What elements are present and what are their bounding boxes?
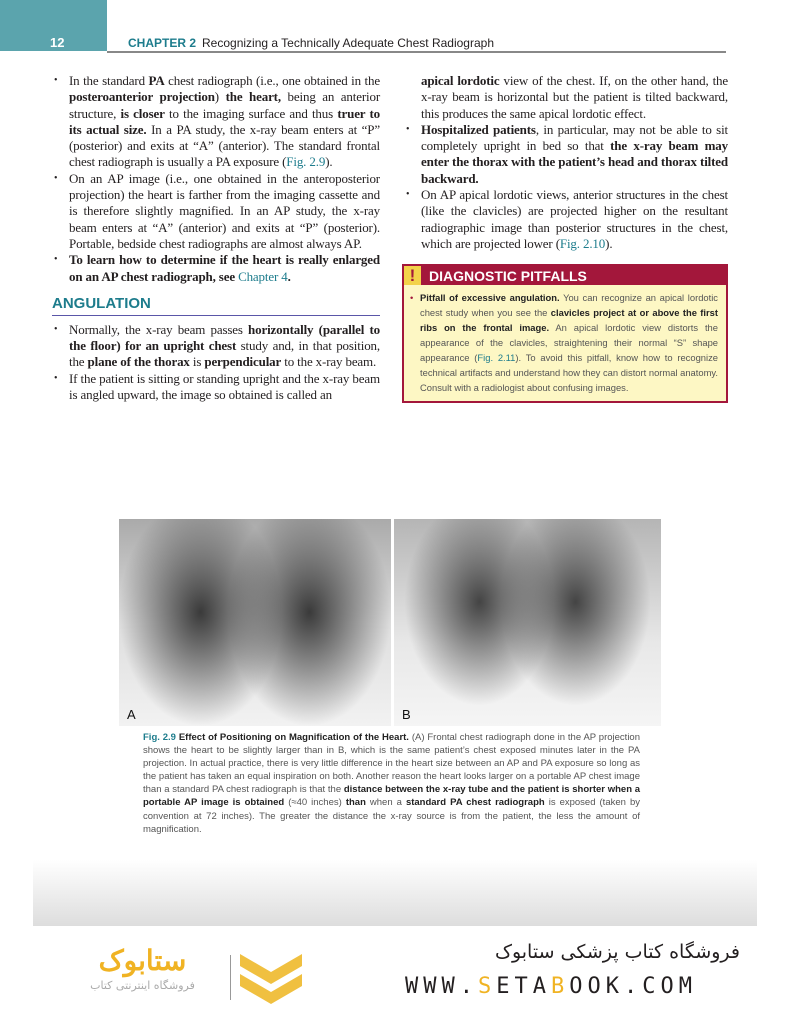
text-segment: Effect of Positioning on Magnification of the Heart. [178, 732, 409, 743]
text-segment: perpendicular [204, 354, 282, 370]
page-number: 12 [50, 35, 65, 50]
url-part: B [550, 974, 570, 999]
bullet-learn [52, 252, 380, 285]
text-segment: study and, in that position, the [69, 338, 380, 370]
text-segment: ). To avoid this pitfall, know how to recognize technical artifacts and understand how they can distort normal anatomy. Consult with a radiologist about confusing images. [420, 352, 718, 394]
text-segment: posteroanterior projection [69, 89, 215, 105]
text-segment: to the imaging surface and thus [164, 105, 338, 121]
warning-icon: ! [404, 266, 421, 285]
logo-divider [230, 955, 231, 1000]
text-segment: On an AP image (i.e., one obtained in the anteroposterior projection) the heart is farther from the imaging cassette and is therefore slightly magnified. In an AP study, the x-ray beam enters at “A” (anterior) and exits at “P” (posterior). Portable, bedside chest radiographs are almost always AP. [69, 170, 380, 251]
text-segment: Pitfall of excessive angulation. [420, 292, 560, 304]
bullet-angled [52, 371, 380, 404]
text-segment: clavicles project at or above the first ribs on the frontal image. [420, 307, 718, 334]
text-segment: An apical lordotic view distorts the appearance of the clavicles, straightening their normal “S” shape appearance ( [420, 322, 718, 364]
cross-reference-link[interactable]: Fig. 2.9 [286, 154, 326, 170]
cross-reference-link[interactable]: Fig. 2.11 [477, 352, 516, 364]
running-header [128, 36, 494, 50]
section-heading-angulation: ANGULATION [52, 295, 380, 316]
left-column [52, 73, 380, 285]
cross-reference-link[interactable]: Chapter 4 [238, 268, 288, 284]
text-segment: Normally, the x-ray beam passes [69, 321, 249, 337]
right-column-wrapper [402, 73, 728, 403]
text-segment: horizontally (parallel to the floor) for an upright chest [69, 321, 380, 354]
pitfalls-header [404, 266, 726, 285]
bullet-hospitalized [404, 122, 728, 187]
store-name: فروشگاه کتاب پزشکی ستابوک [494, 941, 740, 963]
chapter-label: CHAPTER 2 [128, 36, 197, 50]
url-part: OOK.COM [569, 974, 697, 999]
right-column [402, 73, 728, 252]
text-segment: (A) Frontal chest radiograph done in the AP projection shows the heart to be slightly larger than in B, which is the same patient’s chest exposed minutes later in the PA projection. In actual practice, there is very little difference in the heart size between an AP and PA exposure so long as the patient has taken an equal inspiration on both. Another reason the heart looks larger on a portable AP chest image than a standard PA chest radiograph is that the [143, 732, 641, 796]
bullet-ap [52, 171, 380, 252]
text-segment: In the standard [69, 73, 149, 88]
radiograph-b [394, 519, 661, 726]
text-segment: apical lordotic [421, 73, 500, 88]
text-segment: You can recognize an apical lordotic chest study when you see the [420, 292, 718, 319]
url-part: S [477, 974, 497, 999]
bullet-pa [52, 73, 380, 171]
panel-label-b: B [402, 707, 411, 722]
text-segment: PA [148, 73, 165, 88]
text-segment: the heart, [225, 89, 281, 105]
text-segment: is closer [120, 105, 165, 121]
text-segment: truer to its actual size. [69, 105, 380, 137]
text-segment: If the patient is sitting or standing upright and the x-ray beam is angled upward, the image so obtained is called an [69, 370, 380, 403]
text-segment: ). [605, 235, 613, 251]
left-column-angulation [52, 322, 380, 403]
text-segment: . [287, 268, 291, 284]
continued-paragraph [404, 73, 728, 122]
pitfalls-title: DIAGNOSTIC PITFALLS [429, 267, 587, 284]
text-segment: is exposed (taken by convention at 72 inches). The greater the distance the x-ray source is from the patient, the less the amount of magnification. [143, 797, 640, 835]
cross-reference-link[interactable]: Fig. 2.10 [559, 235, 606, 251]
setabook-logo-subtitle: فروشگاه اینترنتی کتاب [90, 979, 195, 992]
footer-band [33, 860, 757, 926]
text-segment: To learn how to determine if the heart is really enlarged on an AP chest radiograph, see [69, 252, 380, 284]
setabook-logo-text: ستابوک [98, 945, 187, 976]
figure-caption [143, 731, 640, 836]
text-segment: being an anterior structure, [69, 89, 381, 121]
bullet-normal [52, 322, 380, 371]
text-segment: ) [214, 89, 226, 105]
setabook-chevron-icon [238, 950, 304, 1004]
store-url[interactable] [405, 974, 697, 1000]
pitfalls-body [404, 285, 726, 395]
text-segment: is [189, 354, 205, 370]
diagnostic-pitfalls-box [402, 264, 728, 403]
text-segment: On AP apical lordotic views, anterior structures in the chest (like the clavicles) are projected higher on the resultant radiographic image than posterior structures in the chest, which are projected lower ( [421, 187, 728, 251]
text-segment: view of the chest. If, on the other hand, the x-ray beam is horizontal but the patient is tilted backward, this produces the same apical lordotic effect. [421, 73, 729, 121]
chapter-title: Recognizing a Technically Adequate Chest Radiograph [202, 36, 494, 50]
url-part: WWW. [405, 974, 478, 999]
left-column-wrapper [52, 73, 380, 403]
text-segment: when a [365, 797, 406, 809]
text-segment: Fig. 2.9 [143, 732, 176, 743]
text-segment: ). [325, 154, 333, 170]
header-rule [107, 51, 726, 53]
bullet-lordotic [404, 187, 728, 252]
text-segment: (≈40 inches) [284, 797, 346, 809]
text-segment: than [345, 797, 366, 809]
text-segment: the x-ray beam may enter the thorax with the patient’s head and thorax tilted backward. [421, 138, 728, 186]
text-segment: In a PA study, the x-ray beam enters at “P” (posterior) and exits at “A” (anterior). The standard frontal chest radiograph is usually a PA exposure ( [69, 121, 380, 170]
text-segment: plane of the thorax [87, 354, 190, 370]
text-segment: chest radiograph (i.e., one obtained in the [164, 73, 380, 88]
text-segment: , in particular, may not be able to sit completely upright in bed so that [421, 121, 728, 154]
text-segment: Hospitalized patients [421, 121, 536, 137]
text-segment: standard PA chest radiograph [405, 797, 545, 809]
panel-label-a: A [127, 707, 136, 722]
setabook-logo [60, 944, 225, 993]
text-segment: to the x-ray beam. [281, 354, 377, 370]
url-part: ETA [496, 974, 551, 999]
radiograph-a [119, 519, 391, 726]
text-segment: distance between the x-ray tube and the patient is shorter when a portable AP image is obtained [143, 784, 641, 809]
